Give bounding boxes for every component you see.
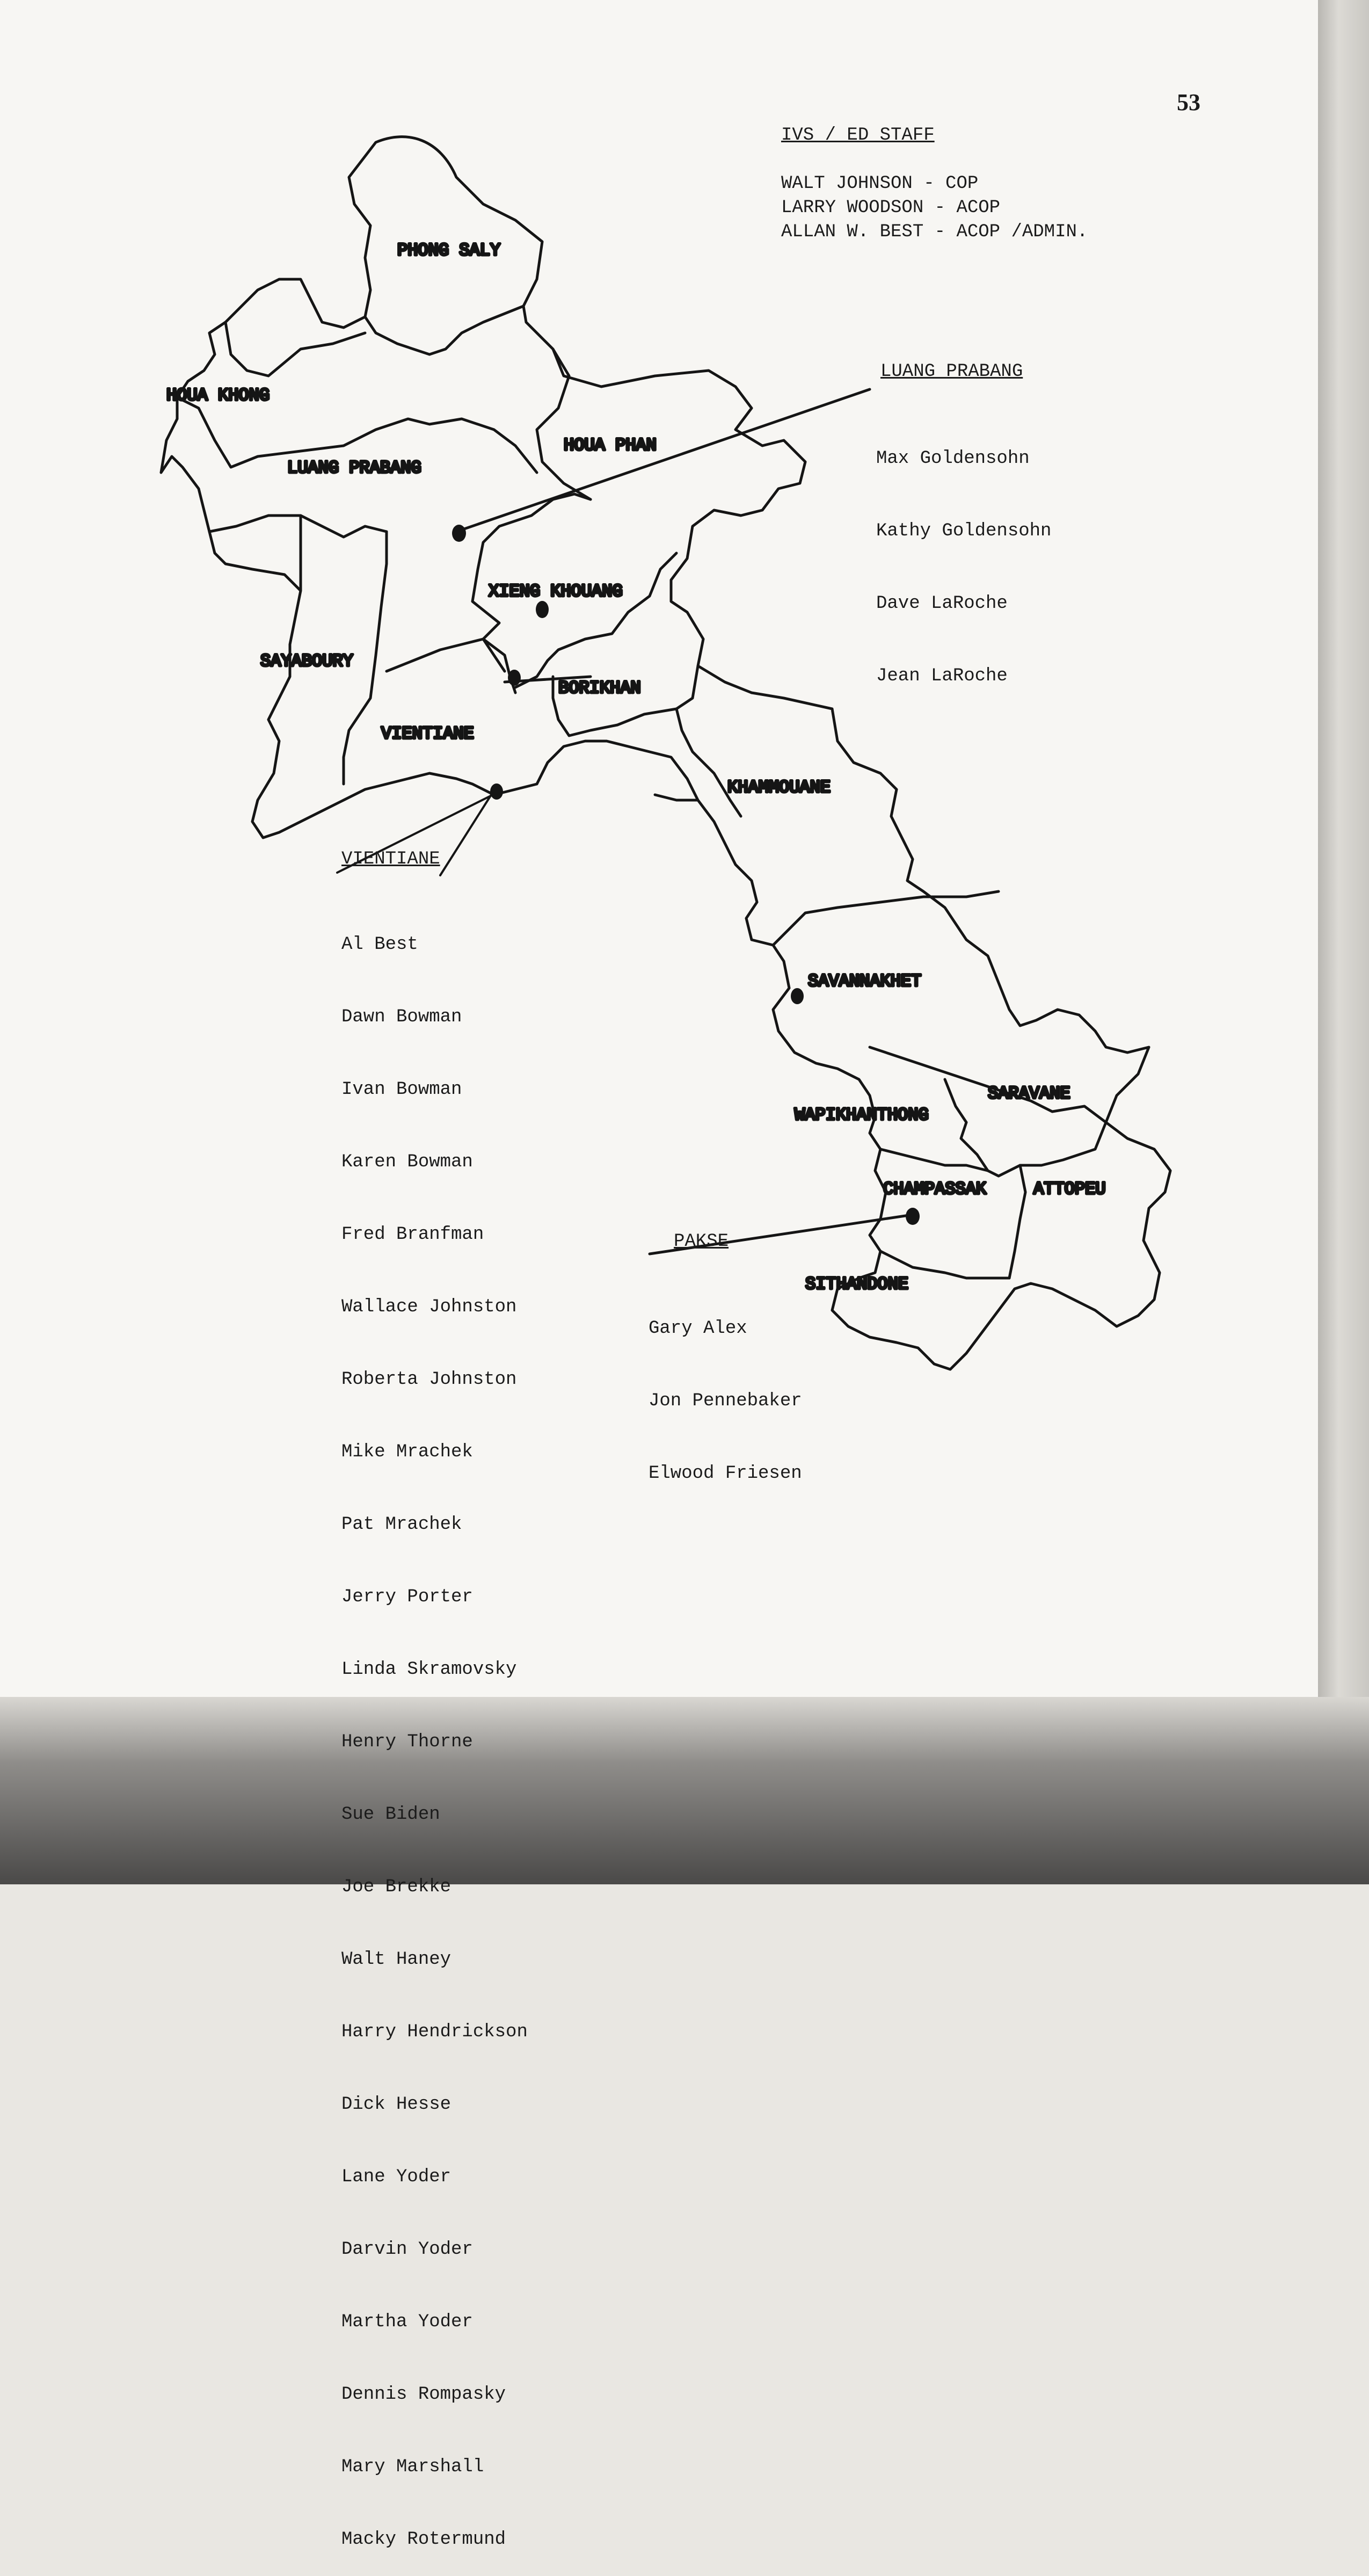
country-outline <box>161 137 1170 1369</box>
vientiane-roster <box>341 884 528 2576</box>
savannakhet-city-dot <box>791 988 804 1004</box>
label-sithandone: SITHANDONE <box>805 1274 909 1294</box>
list-item: Lane Yoder <box>341 2167 452 2187</box>
borikhan-city-dot <box>508 670 521 686</box>
staff-line-2: LARRY WOODSON - ACOP <box>781 198 1001 218</box>
list-item: Al Best <box>341 934 418 955</box>
luang-prabang-city-dot <box>452 525 466 542</box>
label-luang-prabang: LUANG PRABANG <box>287 458 421 478</box>
list-item: Jean LaRoche <box>876 666 1008 686</box>
luang-prabang-heading: LUANG PRABANG <box>880 361 1023 382</box>
list-item: Max Goldensohn <box>876 448 1030 469</box>
list-item: Henry Thorne <box>341 1732 473 1752</box>
list-item: Darvin Yoder <box>341 2239 473 2260</box>
list-item: Jon Pennebaker <box>649 1391 802 1411</box>
label-houa-khong: HOUA KHONG <box>166 386 270 405</box>
label-saravane: SARAVANE <box>988 1084 1071 1104</box>
list-item: Mary Marshall <box>341 2457 484 2477</box>
pakse-city-dot <box>906 1208 920 1225</box>
staff-heading: IVS / ED STAFF <box>781 125 935 146</box>
xieng-khouang-city-dot <box>536 601 549 618</box>
list-item: Mike Mrachek <box>341 1442 473 1462</box>
list-item: Walt Haney <box>341 1949 452 1970</box>
list-item: Wallace Johnston <box>341 1297 517 1317</box>
luang-prabang-roster <box>876 398 1051 713</box>
pakse-roster <box>649 1268 802 1510</box>
list-item: Elwood Friesen <box>649 1463 802 1484</box>
vientiane-leader-line <box>440 795 491 875</box>
list-item: Fred Branfman <box>341 1224 484 1245</box>
list-item: Kathy Goldensohn <box>876 521 1052 541</box>
list-item: Ivan Bowman <box>341 1079 462 1100</box>
list-item: Harry Hendrickson <box>341 2022 528 2042</box>
list-item: Macky Rotermund <box>341 2529 506 2550</box>
list-item: Dennis Rompasky <box>341 2384 506 2405</box>
label-houa-phan: HOUA PHAN <box>564 436 657 455</box>
luang-prabang-leader-line <box>456 389 870 532</box>
label-xieng-khouang: XIENG KHOUANG <box>489 582 623 601</box>
label-wapikhanthong: WAPIKHANTHONG <box>795 1105 929 1125</box>
pakse-heading: PAKSE <box>674 1231 729 1252</box>
list-item: Dick Hesse <box>341 2094 452 2115</box>
label-vientiane: VIENTIANE <box>381 724 474 744</box>
list-item: Dave LaRoche <box>876 593 1008 614</box>
list-item: Jerry Porter <box>341 1587 473 1607</box>
list-item: Pat Mrachek <box>341 1514 462 1535</box>
label-attopeu: ATTOPEU <box>1033 1179 1106 1199</box>
list-item: Sue Biden <box>341 1804 440 1825</box>
label-khammouane: KHAMMOUANE <box>727 778 831 797</box>
vientiane-heading: VIENTIANE <box>341 849 440 869</box>
list-item: Martha Yoder <box>341 2312 473 2332</box>
list-item: Roberta Johnston <box>341 1369 517 1390</box>
list-item: Karen Bowman <box>341 1152 473 1172</box>
label-savannakhet: SAVANNAKHET <box>808 971 922 991</box>
list-item: Joe Brekke <box>341 1877 452 1897</box>
list-item: Linda Skramovsky <box>341 1659 517 1680</box>
label-borikhan: BORIKHAN <box>558 678 641 698</box>
vientiane-city-dot <box>490 783 503 800</box>
staff-line-3: ALLAN W. BEST - ACOP /ADMIN. <box>781 222 1088 242</box>
label-phong-saly: PHONG SALY <box>397 241 501 260</box>
page-number: 53 <box>1177 89 1200 115</box>
list-item: Gary Alex <box>649 1318 747 1339</box>
list-item: Dawn Bowman <box>341 1007 462 1027</box>
label-sayaboury: SAYABOURY <box>260 651 353 671</box>
staff-line-1: WALT JOHNSON - COP <box>781 173 979 194</box>
label-champassak: CHAMPASSAK <box>883 1179 987 1199</box>
